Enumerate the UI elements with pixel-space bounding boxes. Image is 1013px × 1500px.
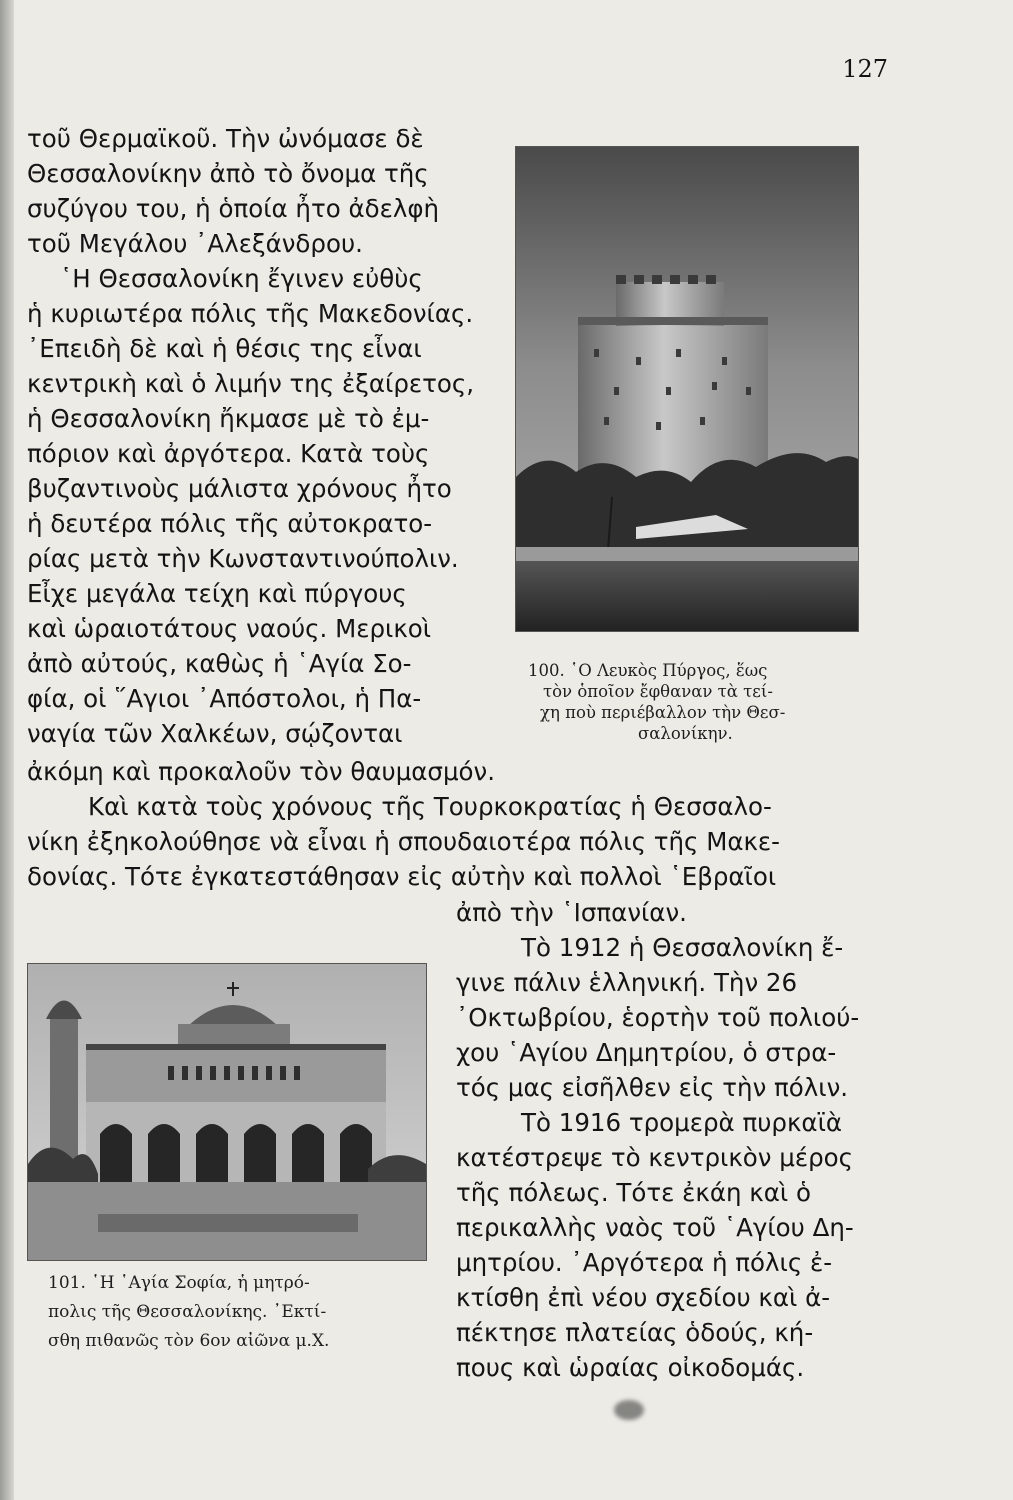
page-number: 127 [842, 55, 888, 83]
text-line: τοῦ Μεγάλου ᾿Αλεξάνδρου. [27, 229, 363, 258]
text-line: δονίας. Τότε ἐγκατεστάθησαν εἰς αὐτὴν καὶ πολλοὶ ῾Εβραῖοι [27, 862, 777, 891]
text-line: βυζαντινοὺς μάλιστα χρόνους ἦτο [27, 474, 452, 503]
text-line: περικαλλὴς ναὸς τοῦ ῾Αγίου Δη- [456, 1213, 854, 1242]
text-line: ἡ κυριωτέρα πόλις τῆς Μακεδονίας. [27, 299, 474, 328]
caption-line: χη ποὺ περιέβαλλον τὴν Θεσ- [540, 703, 786, 722]
text-line: τοῦ Θερμαϊκοῦ. Τὴν ὠνόμασε δὲ [27, 124, 424, 153]
caption-line: 101. ῾Η ῾Αγία Σοφία, ἡ μητρό- [48, 1273, 310, 1293]
text-line: τός μας εἰσῆλθεν εἰς τὴν πόλιν. [456, 1073, 849, 1102]
text-line: νίκη ἐξηκολούθησε νὰ εἶναι ἡ σπουδαιοτέρα πόλις τῆς Μακε- [27, 827, 781, 856]
text-line: ναγία τῶν Χαλκέων, σῴζονται [27, 719, 403, 748]
page-edge [0, 0, 14, 1500]
text-line: κατέστρεψε τὸ κεντρικὸν μέρος [456, 1143, 853, 1172]
text-line: πόριον καὶ ἀργότερα. Κατὰ τοὺς [27, 439, 430, 468]
caption-line: σθη πιθανῶς τὸν 6ον αἰῶνα μ.Χ. [48, 1331, 330, 1351]
text-line: φία, οἱ ῞Αγιοι ᾿Απόστολοι, ἡ Πα- [27, 684, 422, 713]
text-line: ῾Η Θεσσαλονίκη ἔγινεν εὐθὺς [60, 264, 423, 293]
text-line: χου ῾Αγίου Δημητρίου, ὁ στρα- [456, 1038, 837, 1067]
text-line: συζύγου του, ἡ ὁποία ἦτο ἀδελφὴ [27, 194, 440, 223]
text-line: Καὶ κατὰ τοὺς χρόνους τῆς Τουρκοκρατίας ἡ Θεσσαλο- [88, 792, 772, 821]
ink-smudge [614, 1400, 644, 1420]
figure-100-caption [528, 660, 785, 744]
text-line: Τὸ 1912 ἡ Θεσσαλονίκη ἔ- [521, 933, 844, 962]
text-line: ἀπὸ τὴν ῾Ισπανίαν. [456, 898, 687, 927]
caption-line: τὸν ὁποῖον ἔφθαναν τὰ τεί- [543, 682, 773, 701]
figure-101-caption [48, 1269, 329, 1356]
caption-line: 100. ῾Ο Λευκὸς Πύργος, ἕως [528, 661, 768, 680]
text-line: ᾿Επειδὴ δὲ καὶ ἡ θέσις της εἶναι [27, 334, 422, 363]
hagia-sophia-photo [27, 963, 427, 1261]
hagia-sophia-illustration [28, 964, 426, 1260]
white-tower-illustration [516, 147, 858, 631]
text-line: Τὸ 1916 τρομερὰ πυρκαϊὰ [521, 1108, 843, 1137]
text-line: πους καὶ ὡραίας οἰκοδομάς. [456, 1353, 805, 1382]
text-line: ἀπὸ αὐτούς, καθὼς ἡ ῾Αγία Σο- [27, 649, 412, 678]
text-line: τῆς πόλεως. Τότε ἐκάη καὶ ὁ [456, 1178, 811, 1207]
caption-line: πολις τῆς Θεσσαλονίκης. ᾿Εκτί- [48, 1302, 327, 1322]
caption-line: σαλονίκην. [638, 724, 733, 743]
white-tower-photo [515, 146, 859, 632]
text-line: ᾿Οκτωβρίου, ἑορτὴν τοῦ πολιού- [456, 1003, 860, 1032]
text-line: Θεσσαλονίκην ἀπὸ τὸ ὄνομα τῆς [27, 159, 429, 188]
text-line: μητρίου. ᾿Αργότερα ἡ πόλις ἐ- [456, 1248, 833, 1277]
text-line: πέκτησε πλατείας ὁδούς, κή- [456, 1318, 814, 1347]
text-line: γινε πάλιν ἑλληνική. Τὴν 26 [456, 968, 798, 997]
text-line: ρίας μετὰ τὴν Κωνσταντινούπολιν. [27, 544, 459, 573]
text-line: καὶ ὡραιοτάτους ναούς. Μερικοὶ [27, 614, 432, 643]
text-line: ἡ δευτέρα πόλις τῆς αὐτοκρατο- [27, 509, 433, 538]
text-line: ἡ Θεσσαλονίκη ἤκμασε μὲ τὸ ἐμ- [27, 404, 430, 433]
text-line: κτίσθη ἐπὶ νέου σχεδίου καὶ ἀ- [456, 1283, 831, 1312]
text-line: Εἶχε μεγάλα τείχη καὶ πύργους [27, 579, 407, 608]
text-line: ἀκόμη καὶ προκαλοῦν τὸν θαυμασμόν. [27, 757, 496, 786]
text-line: κεντρικὴ καὶ ὁ λιμήν της ἐξαίρετος, [27, 369, 475, 398]
